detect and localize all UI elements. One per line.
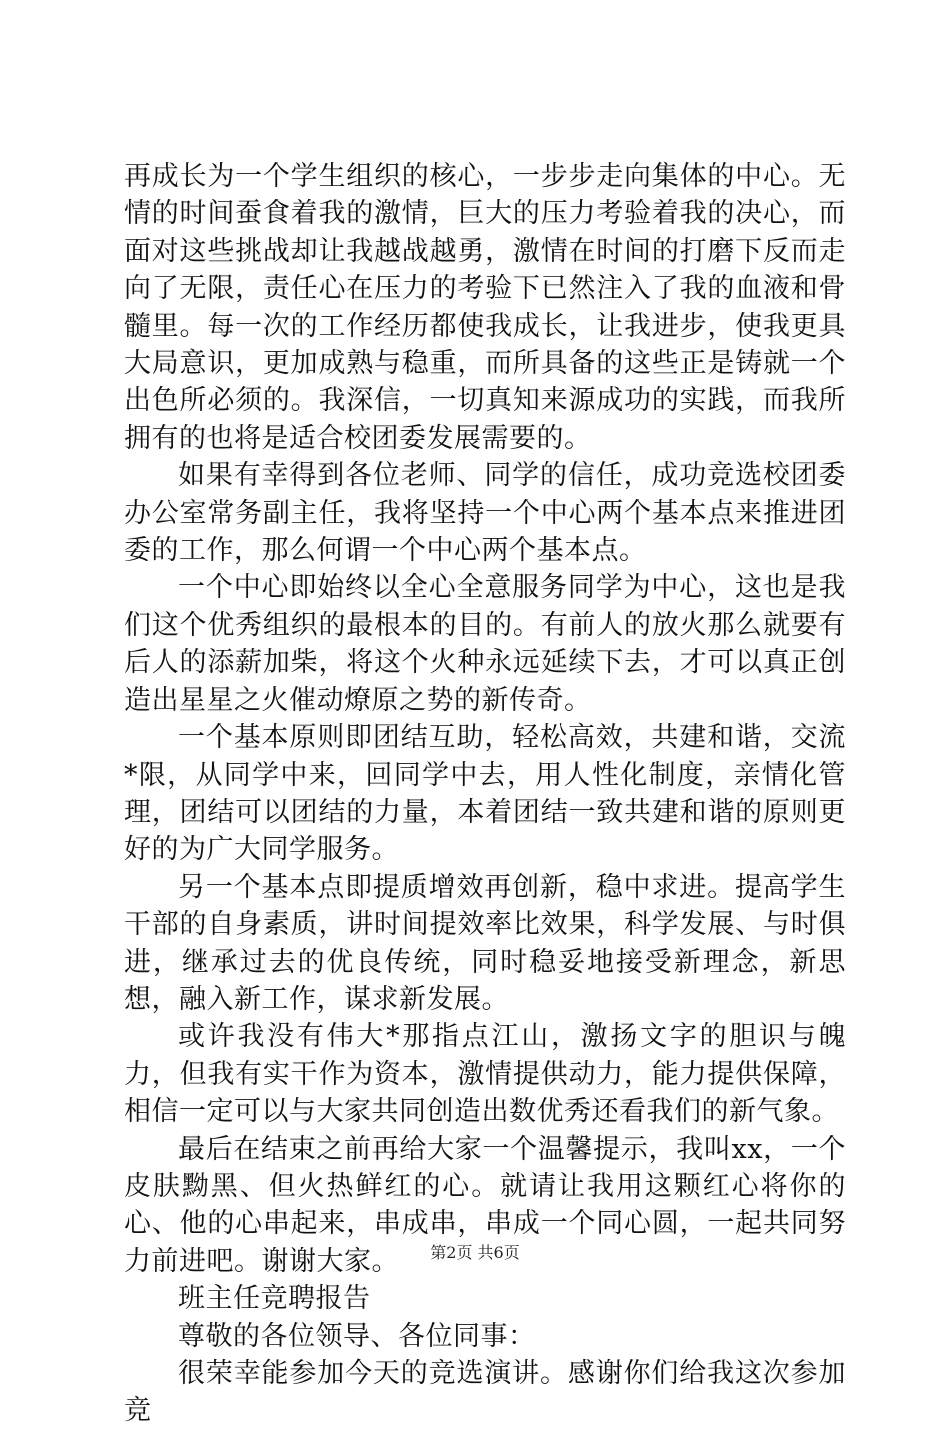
body-paragraph-7: 最后在结束之前再给大家一个温馨提示，我叫xx，一个皮肤黝黑、但火热鲜红的心。就请让我用这颗红心将你的心、他的心串起来，串成串，串成一个同心圆，一起共同努力前进吧。谢谢大家。: [124, 1133, 846, 1277]
body-paragraph-6: 或许我没有伟大*那指点江山，激扬文字的胆识与魄力，但我有实干作为资本，激情提供动力，能力提供保障，相信一定可以与大家共同创造出数优秀还看我们的新气象。: [124, 1021, 846, 1128]
salutation: 尊敬的各位领导、各位同事：: [178, 1320, 536, 1352]
body-paragraph-5: 另一个基本点即提质增效再创新，稳中求进。提高学生干部的自身素质，讲时间提效率比效果，科学发展、与时俱进，继承过去的优良传统，同时稳妥地接受新理念，新思想，融入新工作，谋求新发展。: [124, 871, 846, 1015]
document-body: [124, 158, 846, 1430]
page-footer: 第2页 共6页: [430, 1243, 520, 1262]
body-paragraph-4: 一个基本原则即团结互助，轻松高效，共建和谐，交流*限，从同学中来，回同学中去，用人性化制度，亲情化管理，团结可以团结的力量，本着团结一致共建和谐的原则更好的为广大同学服务。: [124, 722, 846, 866]
body-paragraph-8: 很荣幸能参加今天的竞选演讲。感谢你们给我这次参加竞: [124, 1358, 846, 1427]
body-paragraph-3: 一个中心即始终以全心全意服务同学为中心，这也是我们这个优秀组织的最根本的目的。有前人的放火那么就要有后人的添薪加柴，将这个火种永远延续下去，才可以真正创造出星星之火催动燎原之势的新传奇。: [124, 572, 846, 716]
section-heading: 班主任竞聘报告: [178, 1283, 371, 1315]
body-paragraph-1: 再成长为一个学生组织的核心，一步步走向集体的中心。无情的时间蚕食着我的激情，巨大的压力考验着我的决心，而面对这些挑战却让我越战越勇，激情在时间的打磨下反而走向了无限，责任心在压力的考验下已然注入了我的血液和骨髓里。每一次的工作经历都使我成长，让我进步，使我更具大局意识，更加成熟与稳重，而所具备的这些正是铸就一个出色所必须的。我深信，一切真知来源成功的实践，而我所拥有的也将是适合校团委发展需要的。: [124, 161, 846, 454]
body-paragraph-2: 如果有幸得到各位老师、同学的信任，成功竞选校团委办公室常务副主任，我将坚持一个中心两个基本点来推进团委的工作，那么何谓一个中心两个基本点。: [124, 460, 846, 567]
